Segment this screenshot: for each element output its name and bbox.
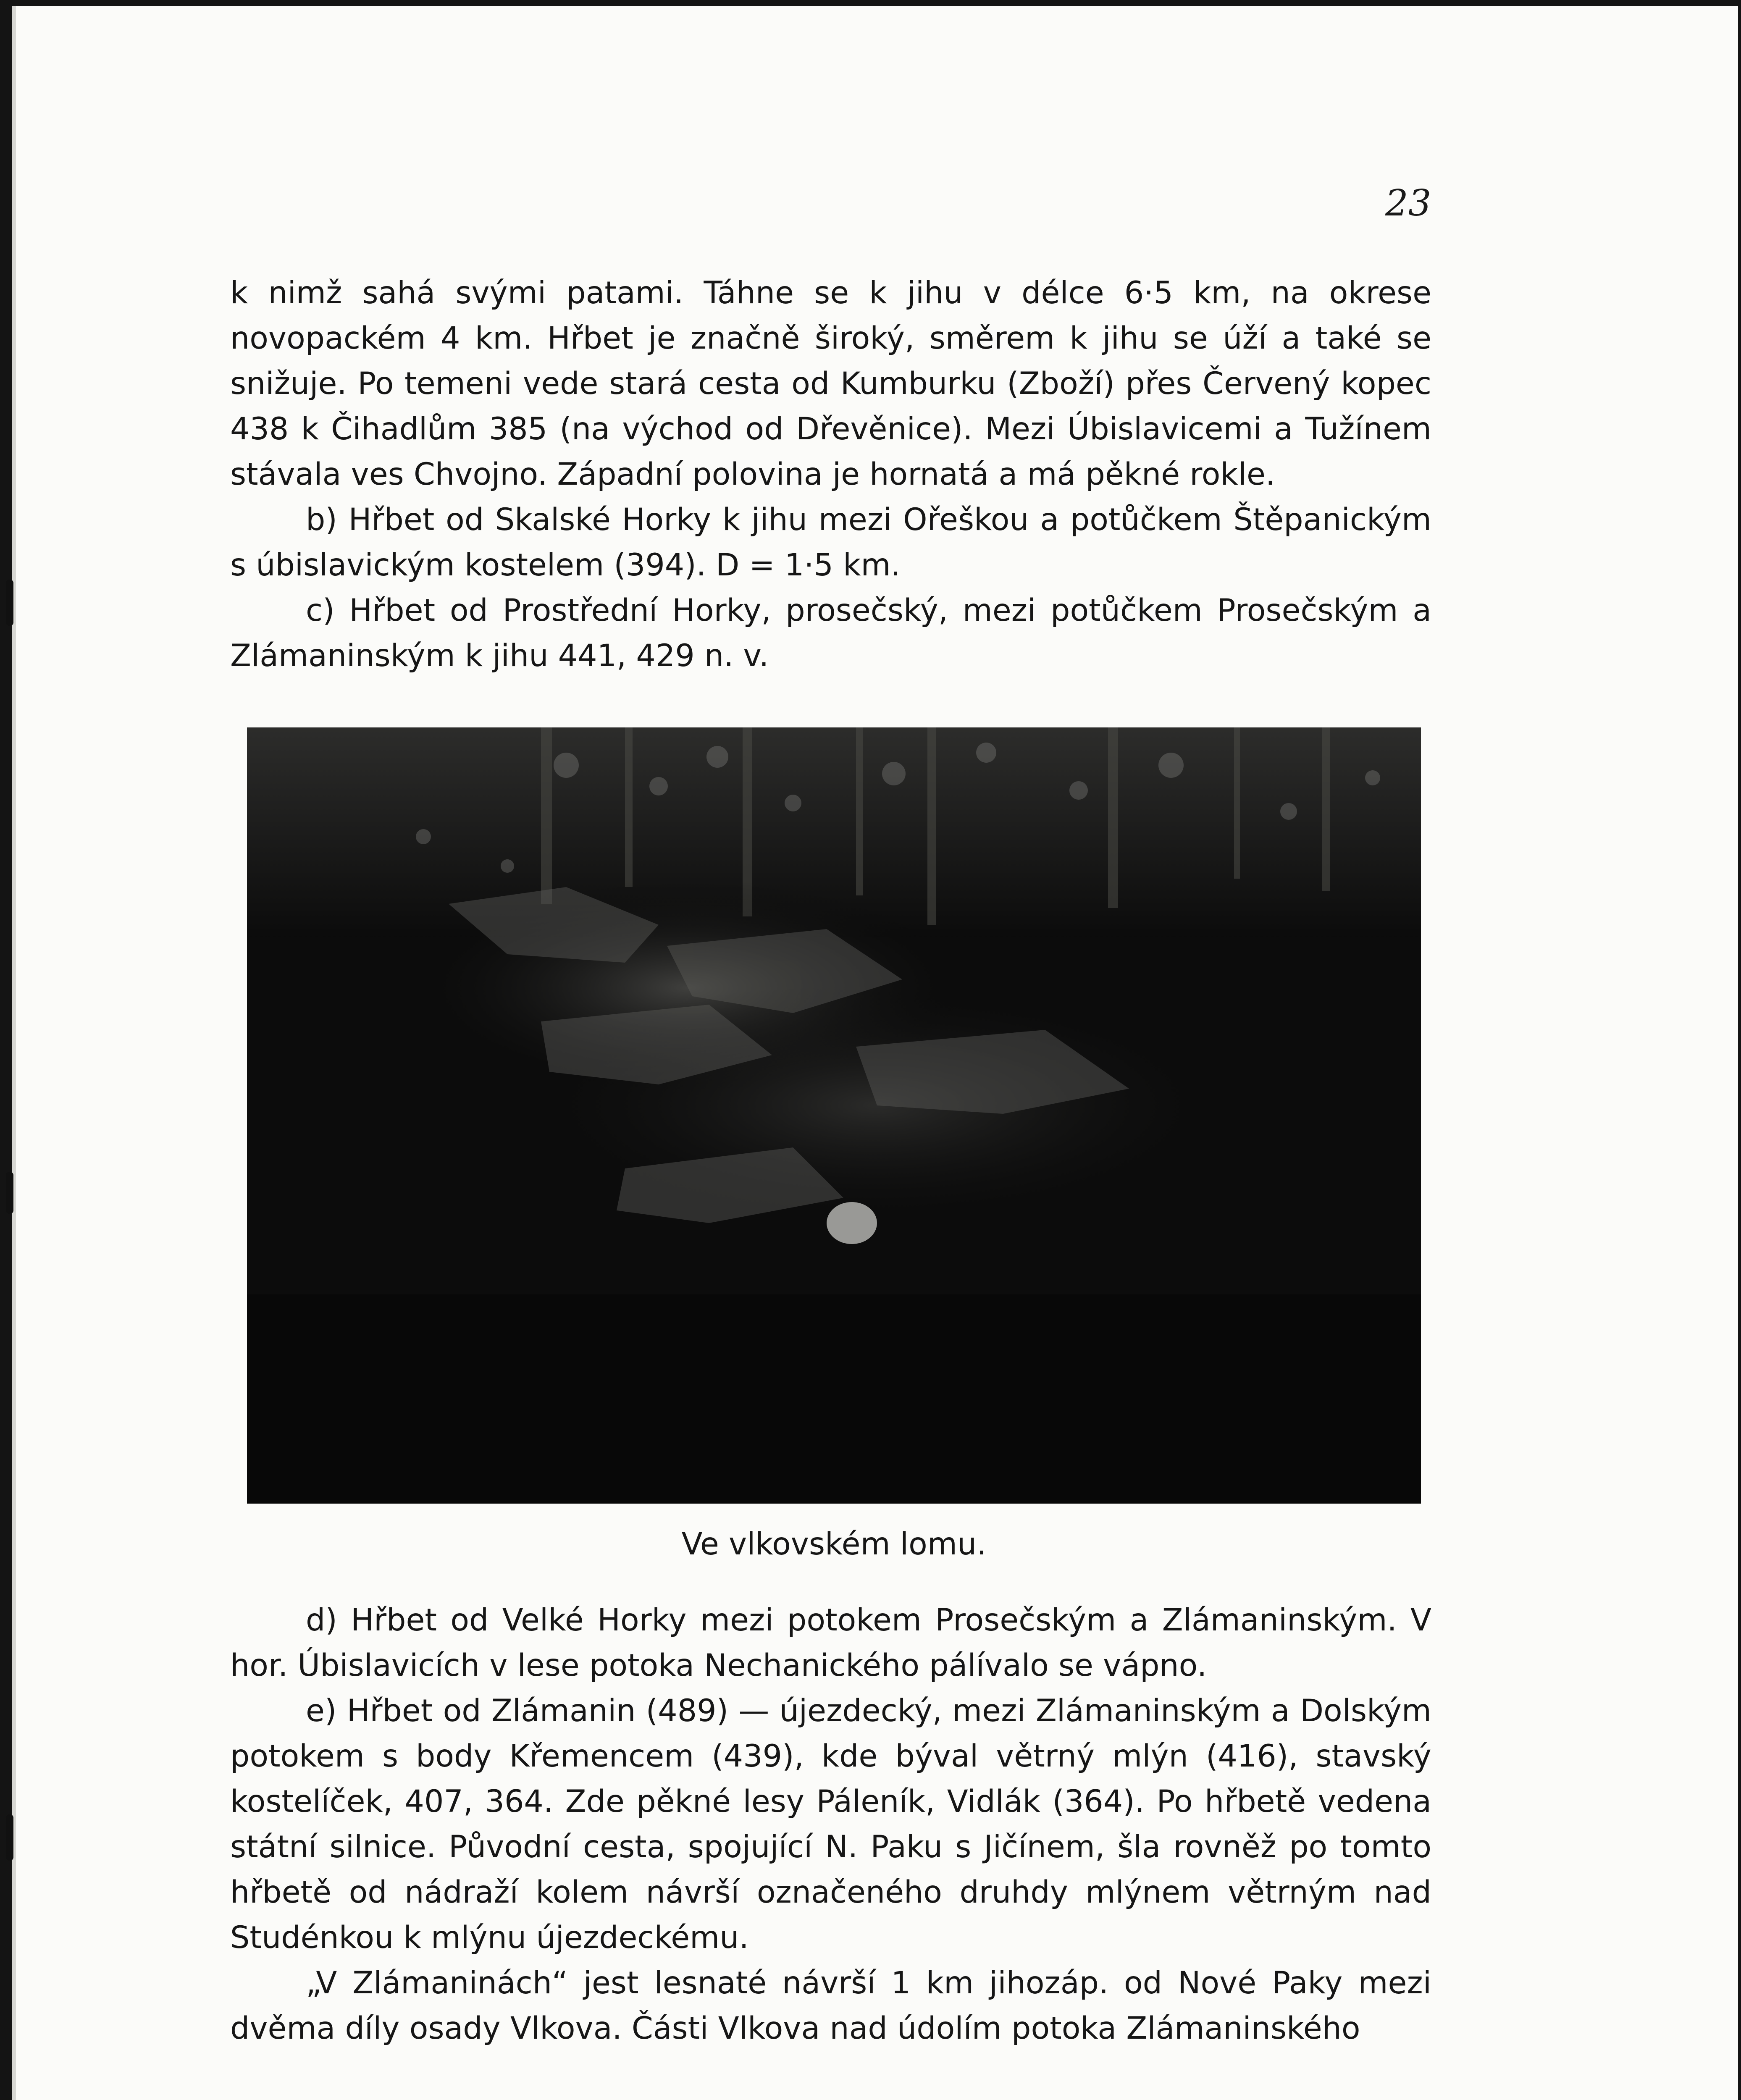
binding-mark: [6, 580, 13, 626]
paragraph: b) Hřbet od Skalské Horky k jihu mezi Ořeškou a potůčkem Štěpanickým s úbislavickým kostelem (394). D = 1·5 km.: [230, 502, 1431, 583]
binding-mark: [6, 1172, 13, 1214]
text-block-bottom: [230, 1598, 1431, 2051]
page-number: 23: [1385, 182, 1431, 224]
quarry-photograph: [247, 727, 1421, 1504]
paragraph: „V Zlámaninách“ jest lesnaté návrší 1 km jihozáp. od Nové Paky mezi dvěma díly osady Vlkova. Části Vlkova nad údolím potoka Zlámaninského: [230, 1965, 1431, 2046]
paragraph: k nimž sahá svými patami. Táhne se k jihu v délce 6·5 km, na okrese novopackém 4 km. Hřbet je značně široký, směrem k jihu se úží a také se snižuje. Po temeni vede stará cesta od Kumburku (Zboží) přes Červený kopec 438 k Čihadlům 385 (na východ od Dřevěnice). Mezi Úbislavicemi a Tužínem stávala ves Chvojno. Západní polovina je hornatá a má pěkné rokle.: [230, 275, 1431, 492]
photo-artwork: [247, 727, 1421, 1504]
paragraph: c) Hřbet od Prostřední Horky, prosečský, mezi potůčkem Prosečským a Zlámaninským k jihu 441, 429 n. v.: [230, 593, 1431, 674]
photo-caption: Ve vlkovském lomu.: [681, 1526, 987, 1562]
book-page: [12, 6, 1738, 2100]
paragraph: e) Hřbet od Zlámanin (489) — újezdecký, mezi Zlámaninským a Dolským potokem s body Křemencem (439), kde býval větrný mlýn (416), stavský kostelíček, 407, 364. Zde pěkné lesy Páleník, Vidlák (364). Po hřbetě vedena státní silnice. Původní cesta, spojující N. Paku s Jičínem, šla rovněž po tomto hřbetě od nádraží kolem návrší označeného druhdy mlýnem větrným nad Studénkou k mlýnu újezdeckému.: [230, 1693, 1431, 1956]
binding-mark: [6, 1814, 13, 1861]
text-block-top: [230, 270, 1431, 679]
paragraph: d) Hřbet od Velké Horky mezi potokem Prosečským a Zlámaninským. V hor. Úbislavicích v lese potoka Nechanického pálívalo se vápno.: [230, 1602, 1431, 1683]
